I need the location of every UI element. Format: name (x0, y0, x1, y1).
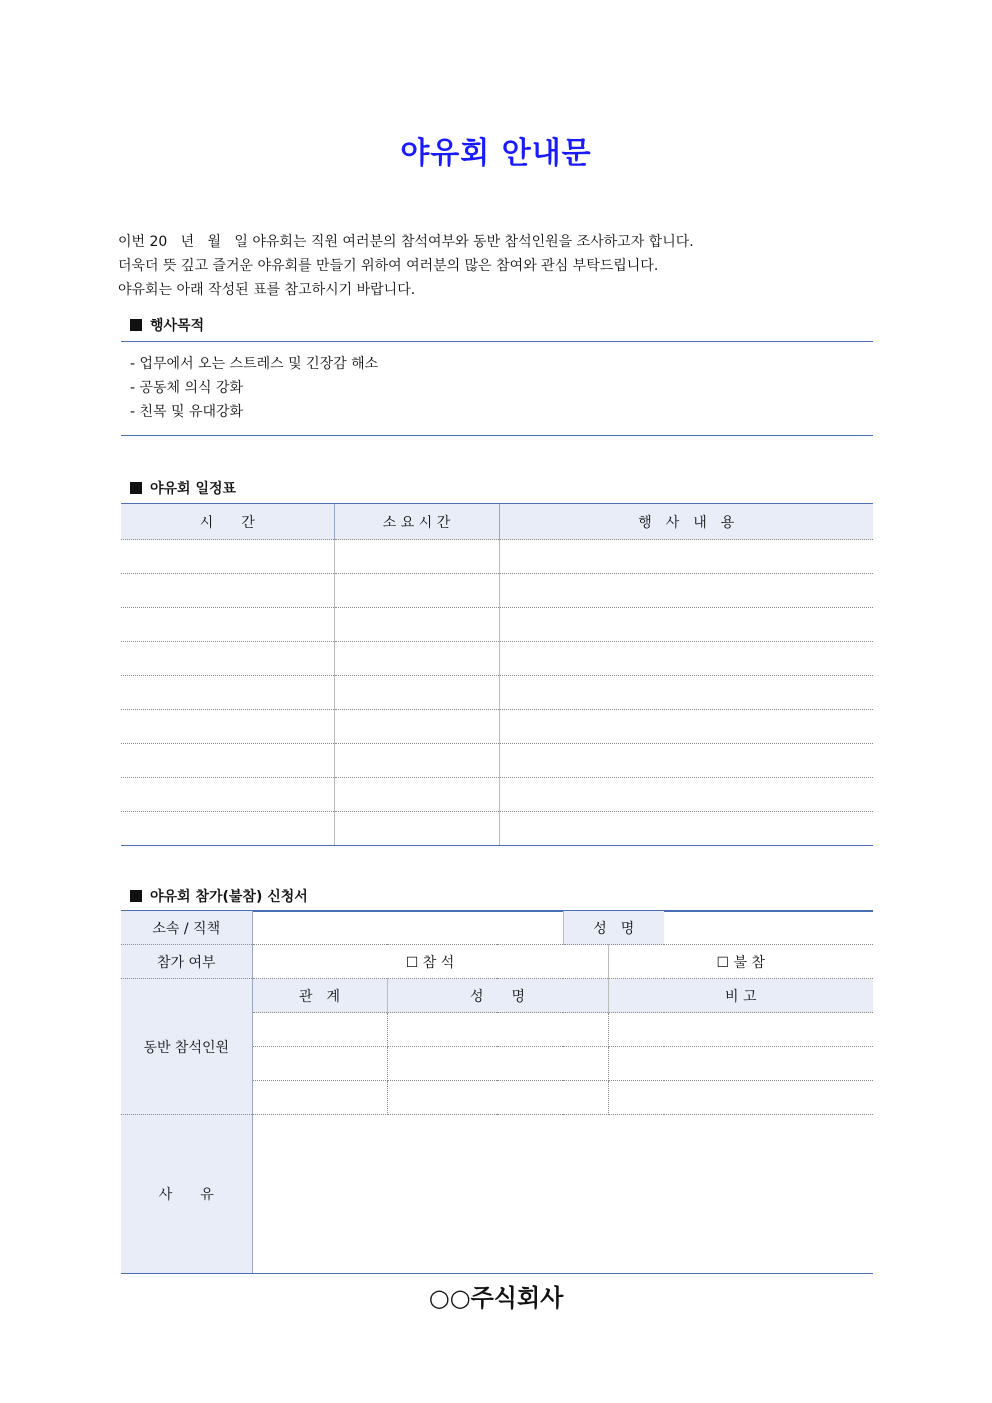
schedule-heading-text: 야유회 일정표 (150, 481, 237, 497)
table-header: 소 요 시 간 (334, 504, 499, 540)
time-cell[interactable] (121, 540, 334, 574)
table-row (121, 608, 873, 642)
application-form (121, 911, 873, 1273)
time-cell[interactable] (121, 608, 334, 642)
relation-input[interactable] (252, 1047, 387, 1081)
table-row (121, 540, 873, 574)
reason-input[interactable] (252, 1115, 873, 1274)
time-cell[interactable] (121, 574, 334, 608)
application-heading-text: 야유회 참가(불참) 신청서 (150, 889, 308, 905)
time-cell[interactable] (121, 676, 334, 710)
table-row (121, 642, 873, 676)
square-bullet-icon (130, 319, 142, 331)
duration-cell[interactable] (334, 710, 499, 744)
table-header: 비 고 (608, 979, 873, 1013)
divider (121, 435, 873, 436)
purpose-heading (130, 315, 204, 335)
reason-label: 사 유 (121, 1115, 252, 1274)
time-cell[interactable] (121, 812, 334, 846)
note-input[interactable] (608, 1013, 873, 1047)
divider (121, 1273, 873, 1274)
content-cell[interactable] (499, 574, 873, 608)
relation-input[interactable] (252, 1081, 387, 1115)
name-label: 성 명 (563, 911, 664, 945)
duration-cell[interactable] (334, 744, 499, 778)
square-bullet-icon (130, 890, 142, 902)
divider (121, 341, 873, 342)
content-cell[interactable] (499, 710, 873, 744)
table-header: 시 간 (121, 504, 334, 540)
time-cell[interactable] (121, 744, 334, 778)
table-row (121, 744, 873, 778)
affiliation-label: 소속 / 직책 (121, 911, 252, 945)
content-cell[interactable] (499, 812, 873, 846)
schedule-table (121, 504, 873, 846)
content-cell[interactable] (499, 540, 873, 574)
duration-cell[interactable] (334, 778, 499, 812)
page-title: 야유회 안내문 (400, 136, 592, 171)
square-bullet-icon (130, 482, 142, 494)
duration-cell[interactable] (334, 676, 499, 710)
content-cell[interactable] (499, 642, 873, 676)
table-row (121, 778, 873, 812)
list-item: - 친목 및 유대강화 (130, 404, 244, 420)
purpose-list (130, 352, 378, 424)
companions-label: 동반 참석인원 (121, 979, 252, 1115)
content-cell[interactable] (499, 744, 873, 778)
table-row (121, 574, 873, 608)
content-cell[interactable] (499, 608, 873, 642)
content-cell[interactable] (499, 676, 873, 710)
companion-name-input[interactable] (387, 1013, 608, 1047)
table-row (121, 812, 873, 846)
intro-line: 야유회는 아래 작성된 표를 참고하시기 바랍니다. (118, 282, 416, 298)
time-cell[interactable] (121, 642, 334, 676)
attend-checkbox[interactable]: ☐ 참 석 (252, 945, 608, 979)
duration-cell[interactable] (334, 642, 499, 676)
companion-name-input[interactable] (387, 1047, 608, 1081)
absent-checkbox[interactable]: ☐ 불 참 (608, 945, 873, 979)
duration-cell[interactable] (334, 574, 499, 608)
table-header: 성 명 (387, 979, 608, 1013)
companion-name-input[interactable] (387, 1081, 608, 1115)
list-item: - 업무에서 오는 스트레스 및 긴장감 해소 (130, 356, 379, 372)
duration-cell[interactable] (334, 608, 499, 642)
intro-text (118, 230, 878, 302)
duration-cell[interactable] (334, 540, 499, 574)
time-cell[interactable] (121, 710, 334, 744)
purpose-heading-text: 행사목적 (150, 318, 205, 334)
table-row (121, 710, 873, 744)
time-cell[interactable] (121, 778, 334, 812)
table-row (121, 676, 873, 710)
relation-input[interactable] (252, 1013, 387, 1047)
note-input[interactable] (608, 1081, 873, 1115)
intro-line: 이번 20 년 월 일 야유회는 직원 여러분의 참석여부와 동반 참석인원을 조사하고자 합니다. (118, 234, 694, 250)
application-heading (130, 886, 308, 906)
schedule-heading (130, 478, 236, 498)
affiliation-input[interactable] (252, 911, 563, 945)
company-name: ○○주식회사 (428, 1284, 564, 1312)
intro-line: 더욱더 뜻 깊고 즐거운 야유회를 만들기 위하여 여러분의 많은 참여와 관심 부탁드립니다. (118, 258, 659, 274)
table-header: 관 계 (252, 979, 387, 1013)
list-item: - 공동체 의식 강화 (130, 380, 244, 396)
table-header: 행 사 내 용 (499, 504, 873, 540)
content-cell[interactable] (499, 778, 873, 812)
note-input[interactable] (608, 1047, 873, 1081)
participation-label: 참가 여부 (121, 945, 252, 979)
duration-cell[interactable] (334, 812, 499, 846)
name-input[interactable] (664, 911, 873, 945)
